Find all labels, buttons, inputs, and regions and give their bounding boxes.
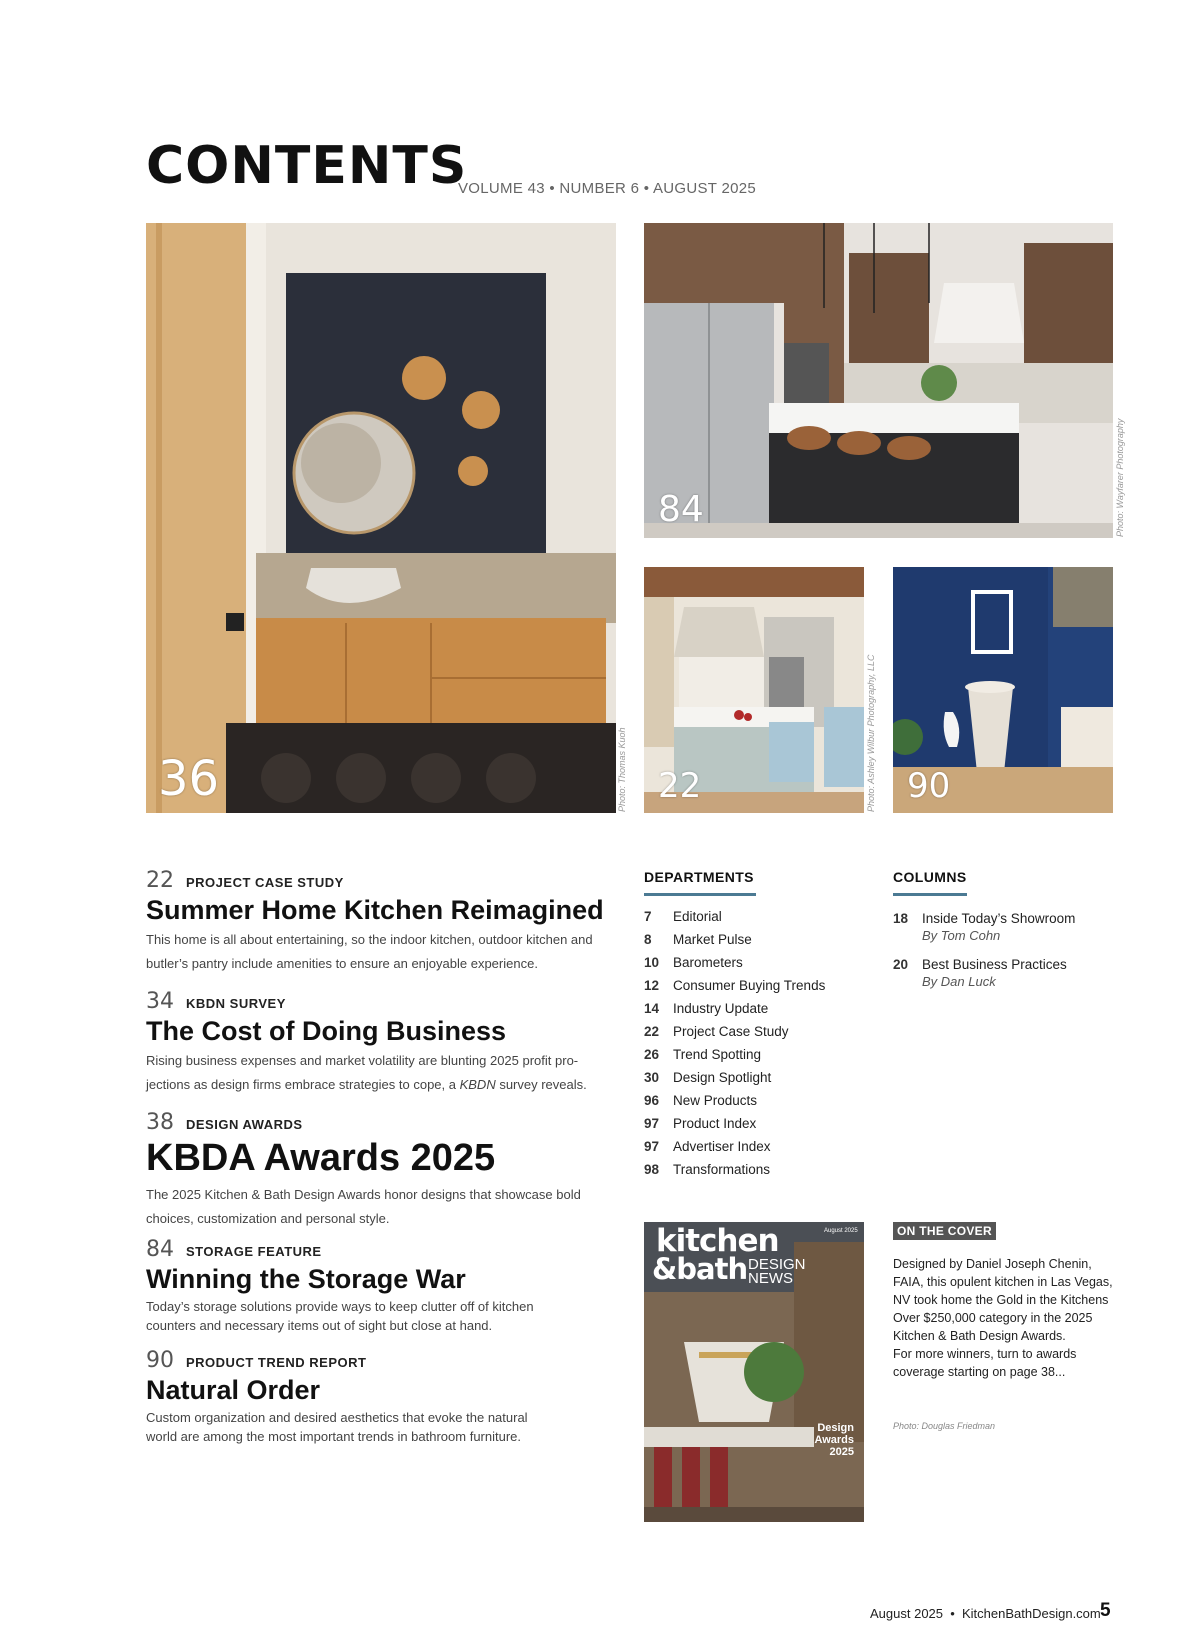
story-description-publication: KBDN bbox=[459, 1077, 496, 1093]
page-footer: August 2025 • KitchenBathDesign.com bbox=[870, 1606, 1101, 1621]
cover-description-more: For more winners, turn to awards coverage starting on page 38... bbox=[893, 1347, 1077, 1379]
department-item[interactable] bbox=[644, 1112, 884, 1135]
department-item[interactable] bbox=[644, 997, 884, 1020]
story-description: Custom organization and desired aesthetics that evoke the natural world are among the most important trends in bathroom furniture. bbox=[146, 1410, 528, 1445]
columns-rule bbox=[893, 893, 967, 896]
bathroom-page-number: 36 bbox=[158, 751, 220, 807]
department-page: 98 bbox=[644, 1162, 660, 1177]
story-category: PRODUCT TREND REPORT bbox=[186, 1355, 367, 1370]
magazine-cover-awards-line3: 2025 bbox=[829, 1446, 854, 1458]
departments-rule bbox=[644, 893, 756, 896]
department-label: Project Case Study bbox=[673, 1024, 789, 1039]
magazine-logo-design: DESIGN bbox=[748, 1256, 806, 1273]
columns-list bbox=[893, 911, 1133, 1003]
page-number: 5 bbox=[1100, 1600, 1111, 1621]
column-author: By Tom Cohn bbox=[922, 928, 1001, 943]
department-item[interactable] bbox=[644, 1020, 884, 1043]
department-page: 97 bbox=[644, 1116, 660, 1131]
column-label: Inside Today’s Showroom bbox=[922, 911, 1076, 926]
powder-room-page-number: 90 bbox=[907, 766, 951, 806]
kitchen-small-photo-credit: Photo: Ashley Wilbur Photography, LLC bbox=[866, 654, 876, 812]
department-item[interactable] bbox=[644, 951, 884, 974]
department-item[interactable] bbox=[644, 1043, 884, 1066]
department-page: 30 bbox=[644, 1070, 660, 1085]
department-label: Product Index bbox=[673, 1116, 757, 1131]
departments-heading: DEPARTMENTS bbox=[644, 869, 754, 885]
column-item[interactable] bbox=[893, 957, 1133, 989]
department-page: 26 bbox=[644, 1047, 660, 1062]
department-label: New Products bbox=[673, 1093, 758, 1108]
departments-list bbox=[644, 905, 884, 1181]
story-category: STORAGE FEATURE bbox=[186, 1244, 322, 1259]
story-description-text-end: survey reveals. bbox=[495, 1077, 587, 1093]
story-description-text: Rising business expenses and market volatility are blunting 2025 profit pro-jections as design firms embrace strategies to cope, a bbox=[146, 1053, 579, 1093]
department-page: 12 bbox=[644, 978, 660, 993]
department-label: Design Spotlight bbox=[673, 1070, 772, 1085]
story-category: KBDN SURVEY bbox=[186, 996, 286, 1011]
column-page: 20 bbox=[893, 957, 909, 972]
department-label: Industry Update bbox=[673, 1001, 769, 1016]
story-page-number: 84 bbox=[146, 1237, 174, 1262]
story-category: PROJECT CASE STUDY bbox=[186, 875, 344, 890]
department-label: Editorial bbox=[673, 909, 722, 924]
story-description: Today’s storage solutions provide ways to keep clutter off of kitchen counters and necessary items out of sight but close at hand. bbox=[146, 1299, 534, 1334]
kitchen-small-photo[interactable] bbox=[644, 567, 864, 813]
story-description: The 2025 Kitchen & Bath Design Awards honor designs that showcase bold choices, customization and personal style. bbox=[146, 1186, 581, 1226]
department-item[interactable] bbox=[644, 1089, 884, 1112]
magazine-cover-awards-line2: Awards bbox=[814, 1434, 854, 1446]
story-page-number: 22 bbox=[146, 868, 174, 893]
story-page-number: 90 bbox=[146, 1348, 174, 1373]
department-item[interactable] bbox=[644, 1135, 884, 1158]
department-page: 7 bbox=[644, 909, 652, 924]
page-title: CONTENTS bbox=[146, 136, 468, 196]
column-label: Best Business Practices bbox=[922, 957, 1067, 972]
department-page: 96 bbox=[644, 1093, 660, 1108]
cover-photo-credit: Photo: Douglas Friedman bbox=[893, 1421, 996, 1431]
department-page: 97 bbox=[644, 1139, 660, 1154]
department-page: 8 bbox=[644, 932, 652, 947]
story-title: Winning the Storage War bbox=[146, 1264, 466, 1294]
magazine-logo-kitchen: kitchen bbox=[656, 1223, 779, 1259]
magazine-logo-bath: &bath bbox=[652, 1252, 748, 1286]
story-description bbox=[146, 1049, 616, 1097]
department-item[interactable] bbox=[644, 1066, 884, 1089]
story-description: This home is all about entertaining, so the indoor kitchen, outdoor kitchen and butler’s pantry include amenities to ensure an enjoyable experience. bbox=[146, 932, 593, 972]
story-category: DESIGN AWARDS bbox=[186, 1117, 303, 1132]
department-label: Trend Spotting bbox=[673, 1047, 762, 1062]
story-title: KBDA Awards 2025 bbox=[146, 1137, 496, 1179]
department-item[interactable] bbox=[644, 905, 884, 928]
department-label: Consumer Buying Trends bbox=[673, 978, 826, 993]
story-product-trend-report[interactable] bbox=[146, 1348, 616, 1446]
story-page-number: 38 bbox=[146, 1110, 174, 1135]
department-label: Market Pulse bbox=[673, 932, 752, 947]
department-item[interactable] bbox=[644, 1158, 884, 1181]
column-author: By Dan Luck bbox=[922, 974, 996, 989]
powder-room-photo[interactable] bbox=[893, 567, 1113, 813]
department-label: Advertiser Index bbox=[673, 1139, 771, 1154]
department-item[interactable] bbox=[644, 928, 884, 951]
magazine-logo-news: NEWS bbox=[748, 1270, 793, 1287]
magazine-cover-awards-line1: Design bbox=[817, 1422, 854, 1434]
bathroom-illustration bbox=[146, 223, 616, 813]
department-page: 10 bbox=[644, 955, 660, 970]
bathroom-photo[interactable] bbox=[146, 223, 616, 813]
on-the-cover-badge: ON THE COVER bbox=[893, 1222, 996, 1240]
story-kbdn-survey[interactable] bbox=[146, 989, 616, 1097]
story-design-awards[interactable] bbox=[146, 1110, 616, 1231]
magazine-cover-date: August 2025 bbox=[824, 1228, 858, 1234]
story-storage-feature[interactable] bbox=[146, 1237, 616, 1335]
kitchen-large-photo[interactable] bbox=[644, 223, 1113, 538]
department-label: Barometers bbox=[673, 955, 743, 970]
kitchen-small-page-number: 22 bbox=[658, 766, 702, 806]
department-label: Transformations bbox=[673, 1162, 771, 1177]
department-page: 22 bbox=[644, 1024, 660, 1039]
story-page-number: 34 bbox=[146, 989, 174, 1014]
department-item[interactable] bbox=[644, 974, 884, 997]
magazine-cover-thumbnail[interactable] bbox=[644, 1222, 864, 1522]
story-project-case-study[interactable] bbox=[146, 868, 616, 976]
story-title: Natural Order bbox=[146, 1375, 321, 1405]
columns-heading: COLUMNS bbox=[893, 869, 967, 885]
story-title: Summer Home Kitchen Reimagined bbox=[146, 895, 604, 925]
bathroom-photo-credit: Photo: Thomas Kuoh bbox=[617, 727, 627, 812]
kitchen-large-illustration bbox=[644, 223, 1113, 538]
cover-description-text: Designed by Daniel Joseph Chenin, FAIA, this opulent kitchen in Las Vegas, NV took home the Gold in the Kitchens Over $250,000 category in the 2025 Kitchen & Bath Design Awards. bbox=[893, 1257, 1113, 1343]
story-title: The Cost of Doing Business bbox=[146, 1016, 507, 1046]
cover-description bbox=[893, 1255, 1113, 1381]
issue-info: VOLUME 43 • NUMBER 6 • AUGUST 2025 bbox=[458, 180, 757, 197]
kitchen-large-page-number: 84 bbox=[658, 489, 704, 530]
column-page: 18 bbox=[893, 911, 909, 926]
department-page: 14 bbox=[644, 1001, 660, 1016]
column-item[interactable] bbox=[893, 911, 1133, 943]
kitchen-large-photo-credit: Photo: Wayfarer Photography bbox=[1115, 418, 1125, 537]
